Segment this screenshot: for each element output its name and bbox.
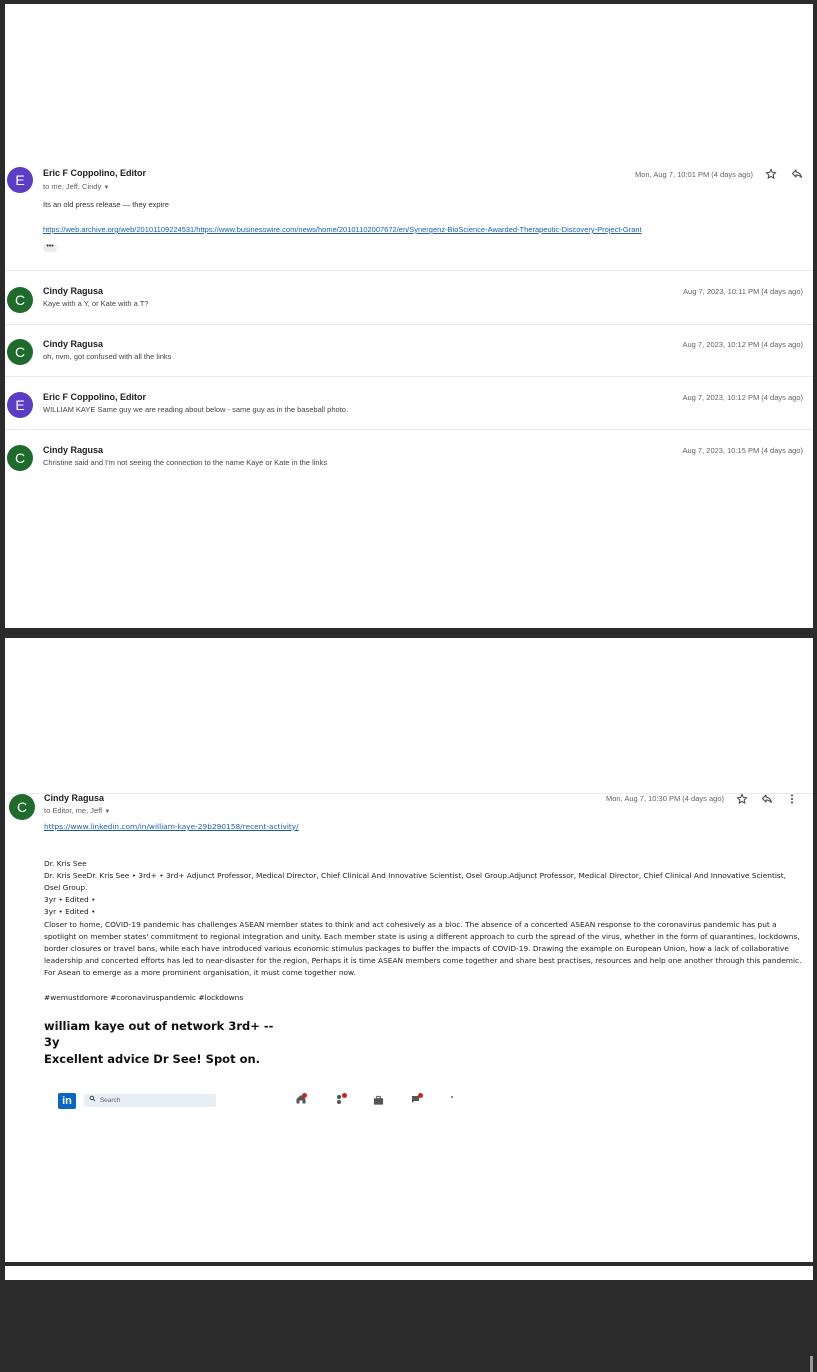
show-trimmed-content-button[interactable]: ••• xyxy=(43,244,57,252)
avatar[interactable]: E xyxy=(7,167,33,193)
home-icon[interactable] xyxy=(295,1092,307,1110)
recipients-line[interactable] xyxy=(44,806,110,815)
briefcase-icon[interactable] xyxy=(373,1093,384,1111)
message-date: Mon, Aug 7, 10:01 PM (4 days ago) xyxy=(635,170,753,179)
avatar[interactable]: E xyxy=(7,392,33,418)
sender-name: Cindy Ragusa xyxy=(43,445,104,455)
message-snippet: Kaye with a Y, or Kate with a T? xyxy=(43,299,149,308)
chevron-down-icon[interactable]: ▼ xyxy=(103,185,110,191)
recipients: to me, Jeff, Cindy xyxy=(43,182,102,191)
chevron-down-icon[interactable]: ▼ xyxy=(104,809,111,815)
avatar[interactable]: C xyxy=(7,339,33,365)
comment-text: Excellent advice Dr See! Spot on. xyxy=(44,1052,261,1066)
linkedin-search-input[interactable] xyxy=(84,1094,216,1107)
email-thread-panel-2 xyxy=(5,638,813,1262)
comment-time: 3y xyxy=(44,1035,60,1049)
sender-name: Cindy Ragusa xyxy=(43,339,104,349)
linkedin-logo[interactable]: in xyxy=(58,1093,76,1109)
messaging-icon[interactable] xyxy=(411,1092,423,1110)
message-snippet: oh, nvm, got confused with all the links xyxy=(43,352,172,361)
more-vert-icon[interactable] xyxy=(785,792,799,806)
divider xyxy=(5,324,813,325)
archive-link[interactable]: https://web.archive.org/web/20101109224531/https://www.businesswire.com/news/home/20101102007672/en/Synergenz-BioScience-Awarded-Therapeutic-Discovery-Project-Grant xyxy=(43,225,642,234)
message-snippet: Christine said and I'm not seeing the connection to the name Kaye or Kate in the links xyxy=(43,458,328,467)
sender-name[interactable]: Eric F Coppolino, Editor xyxy=(43,168,146,178)
search-icon xyxy=(89,1094,96,1107)
scrollbar[interactable] xyxy=(810,1356,813,1372)
post-meta: 3yr • Edited • xyxy=(44,907,96,916)
message-body: Its an old press release — they expire xyxy=(43,200,169,209)
star-icon[interactable] xyxy=(735,792,749,806)
email-thread-panel-1 xyxy=(5,4,813,628)
avatar[interactable]: C xyxy=(9,794,35,820)
recipients-line[interactable] xyxy=(43,182,109,191)
comment-author: william kaye out of network 3rd+ -- xyxy=(44,1019,274,1033)
avatar[interactable]: C xyxy=(7,287,33,313)
network-icon[interactable] xyxy=(335,1092,347,1110)
avatar[interactable]: C xyxy=(7,445,33,471)
post-body: Closer to home, COVID-19 pandemic has challenges ASEAN member states to think and act cohesively as a bloc. The absence of a concerted ASEAN response to the coronavirus pandemic has put a spotlight on member states' commitment to regional integration and unity. Each member state is using a different approach to curb the spread of the virus, whether in the form of quarantines, lockdowns, border closures or travel bans, while each have introduced various economic stimulus packages to buffer the impacts of COVID-19. Drawing the example on European Union, how a lack of collaborative leadership and concerted efforts has led to near-disaster for the region, Perhaps it is time ASEAN members come together and share best practises, resources and help one another through this pandemic. For Asean to emerge as a more prominent organisation, it must come together now. xyxy=(44,920,802,977)
next-page-edge xyxy=(5,1266,813,1280)
message-date: Aug 7, 2023, 10:12 PM (4 days ago) xyxy=(682,393,803,402)
sender-name: Cindy Ragusa xyxy=(43,286,104,296)
search-placeholder: Search xyxy=(99,1097,121,1104)
notifications-dot-icon[interactable] xyxy=(451,1096,453,1098)
message-snippet: WILLIAM KAYE Same guy we are reading about below - same guy as in the baseball photo. xyxy=(43,405,349,414)
star-icon[interactable] xyxy=(764,167,778,181)
message-date: Aug 7, 2023, 10:12 PM (4 days ago) xyxy=(682,340,803,349)
post-meta: 3yr • Edited • xyxy=(44,895,96,904)
recipients: to Editor, me, Jeff xyxy=(44,806,103,815)
linkedin-profile-link[interactable]: https://www.linkedin.com/in/william-kaye-29b290158/recent-activity/ xyxy=(44,822,299,831)
sender-name[interactable]: Cindy Ragusa xyxy=(44,793,105,803)
reply-icon[interactable] xyxy=(760,792,774,806)
divider xyxy=(5,429,813,430)
post-hashtags: #wemustdomore #coronaviruspandemic #lockdowns xyxy=(44,993,244,1002)
divider xyxy=(5,270,813,271)
sender-name: Eric F Coppolino, Editor xyxy=(43,392,146,402)
post-author-name: Dr. Kris See xyxy=(44,859,87,868)
reply-icon[interactable] xyxy=(790,167,804,181)
message-date: Mon, Aug 7, 10:30 PM (4 days ago) xyxy=(606,794,724,803)
message-date: Aug 7, 2023, 10:15 PM (4 days ago) xyxy=(682,446,803,455)
post-author-headline: Dr. Kris SeeDr. Kris See • 3rd+ • 3rd+ Adjunct Professor, Medical Director, Chief Clinical And Innovative Scientist, Osel Group.Adjunct Professor, Medical Director, Chief Clinical And Innovative Scientist, Osel Group. xyxy=(44,871,786,892)
divider xyxy=(5,376,813,377)
message-date: Aug 7, 2023, 10:11 PM (4 days ago) xyxy=(683,287,803,296)
